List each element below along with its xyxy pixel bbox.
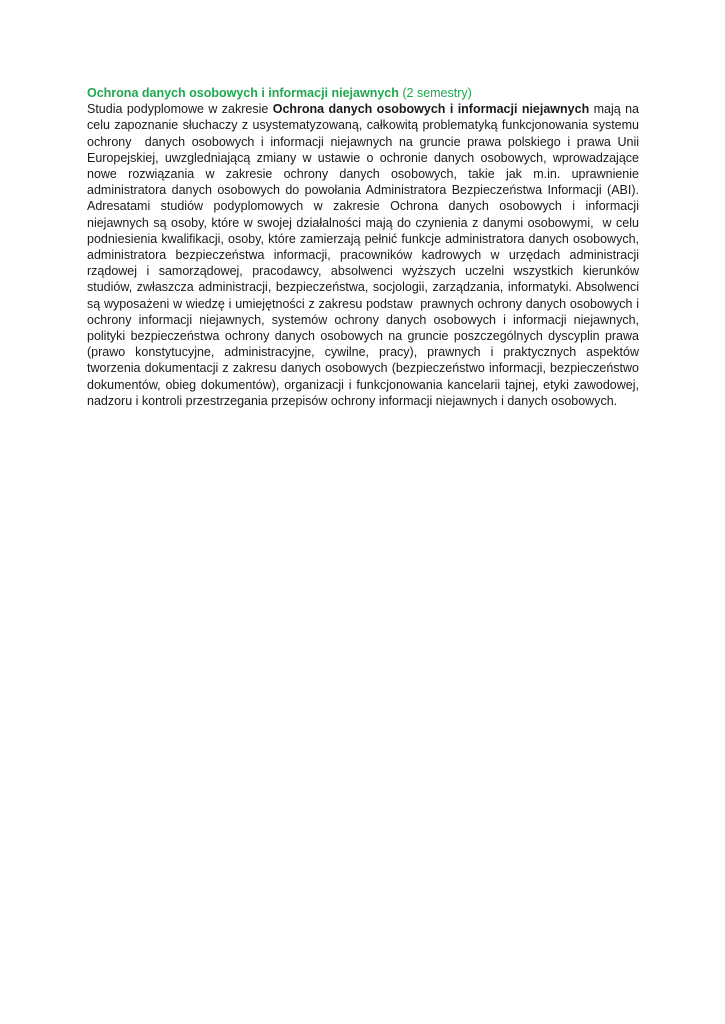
description-paragraph (87, 101, 646, 409)
document-content (87, 85, 646, 409)
section-heading (87, 85, 639, 101)
paragraph-body: mają na celu zapoznanie słuchaczy z usystematyzowaną, całkowitą problematyką funkcjonowania systemu ochrony danych osobowych i informacji niejawnych na gruncie prawa polskiego i prawa Unii Europejskiej, uwzgledniającą zmiany w ustawie o ochronie danych osobowych, wprowadzające nowe rozwiązania w zakresie ochrony danych osobowych, takie jak m.in. uprawnienie administratora danych osobowych do powołania Administratora Bezpieczeństwa Informacji (ABI). Adresatami studiów podyplomowych w zakresie Ochrona danych osobowych i informacji niejawnych są osoby, które w swojej działalności mają do czynienia z danymi osobowymi, w celu podniesienia kwalifikacji, osoby, które zamierzają pełnić funkcje administratora danych osobowych, administratora bezpieczeństwa informacji, pracowników kadrowych w urzędach administracji rządowej i samorządowej, pracodawcy, absolwenci wyższych uczelni wszystkich kierunków studiów, zwłaszcza administracji, bezpieczeństwa, socjologii, zarządzania, informatyki. Absolwenci są wyposażeni w wiedzę i umiejętności z zakresu podstaw prawnych ochrony danych osobowych i ochrony informacji niejawnych, systemów ochrony danych osobowych i informacji niejawnych, polityki bezpieczeństwa ochrony danych osobowych na gruncie poszczególnych dyscyplin prawa (prawo konstytucyjne, administracyjne, cywilne, pracy), prawnych i praktycznych aspektów tworzenia dokumentacji z zakresu danych osobowych (bezpieczeństwo informacji, bezpieczeństwo dokumentów, obieg dokumentów), organizacji i funkcjonowania kancelarii tajnej, etyki zawodowej, nadzoru i kontroli przestrzegania przepisów ochrony informacji niejawnych i danych osobowych. (87, 102, 646, 408)
heading-duration: (2 semestry) (402, 86, 472, 100)
paragraph-intro: Studia podyplomowe w zakresie (87, 102, 273, 117)
heading-title: Ochrona danych osobowych i informacji niejawnych (87, 86, 399, 100)
program-name-bold: Ochrona danych osobowych i informacji niejawnych (272, 102, 590, 117)
